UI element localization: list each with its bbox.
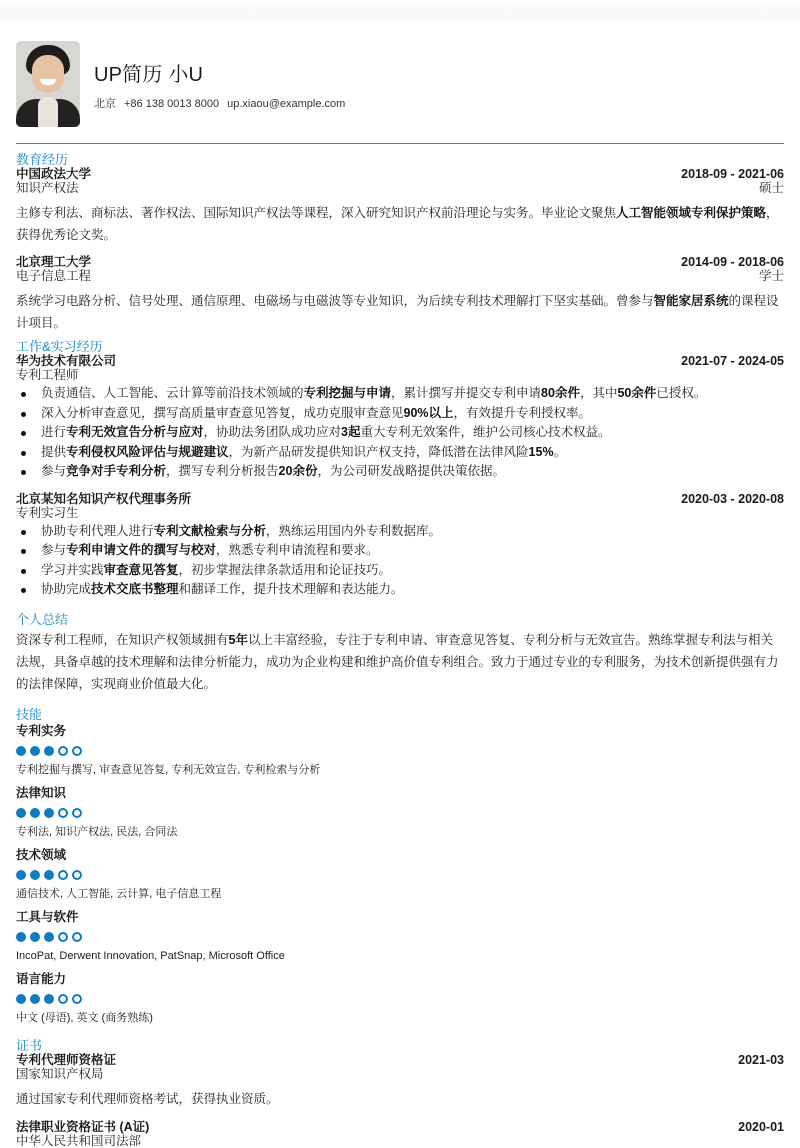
header-info bbox=[94, 58, 353, 111]
skills-list bbox=[16, 724, 784, 1025]
section-title-skills: 技能 bbox=[16, 706, 43, 722]
edu-date: 2014-09 - 2018-06 bbox=[681, 255, 784, 269]
skill-name: 专利实务 bbox=[16, 723, 67, 738]
skill-description: 专利挖掘与撰写, 审查意见答复, 专利无效宣告, 专利检索与分析 bbox=[16, 763, 321, 776]
filled-dot-icon bbox=[44, 808, 54, 818]
filled-dot-icon bbox=[44, 746, 54, 756]
filled-dot-icon bbox=[30, 808, 40, 818]
skill-level-rating bbox=[16, 870, 784, 880]
skill-level-rating bbox=[16, 994, 784, 1004]
skill-item bbox=[16, 724, 784, 777]
bullet-item: 参与竞争对手专利分析，撰写专利分析报告20余份，为公司研发战略提供决策依据。 bbox=[16, 462, 784, 482]
work-entry bbox=[16, 492, 784, 600]
degree: 硕士 bbox=[758, 181, 784, 195]
skill-item bbox=[16, 848, 784, 901]
work-date: 2021-07 - 2024-05 bbox=[681, 354, 784, 368]
filled-dot-icon bbox=[16, 994, 26, 1004]
skill-item bbox=[16, 786, 784, 839]
skill-level-rating bbox=[16, 746, 784, 756]
bullet-item: 深入分析审查意见，撰写高质量审查意见答复，成功克服审查意见90%以上，有效提升专利授权率。 bbox=[16, 404, 784, 424]
filled-dot-icon bbox=[30, 746, 40, 756]
filled-dot-icon bbox=[16, 746, 26, 756]
section-title-work: 工作&实习经历 bbox=[16, 339, 103, 354]
empty-dot-icon bbox=[58, 870, 68, 880]
bullet-item: 负责通信、人工智能、云计算等前沿技术领域的专利挖掘与申请，累计撰写并提交专利申请80余件，其中50余件已授权。 bbox=[16, 384, 784, 404]
work-date: 2020-03 - 2020-08 bbox=[681, 491, 784, 506]
bullet-item: 协助完成技术交底书整理和翻译工作，提升技术理解和表达能力。 bbox=[16, 580, 784, 600]
school-name: 中国政法大学 bbox=[16, 167, 92, 181]
school-name: 北京理工大学 bbox=[16, 255, 92, 269]
certificate-description: 通过国家专利代理师资格考试，获得执业资质。 bbox=[16, 1091, 279, 1106]
filled-dot-icon bbox=[44, 994, 54, 1004]
job-role: 专利工程师 bbox=[16, 368, 79, 382]
major: 知识产权法 bbox=[16, 181, 79, 195]
empty-dot-icon bbox=[58, 932, 68, 942]
contact-phone: +86 138 0013 8000 bbox=[124, 97, 220, 110]
empty-dot-icon bbox=[72, 808, 82, 818]
certificate-name: 专利代理师资格证 bbox=[16, 1052, 117, 1067]
company-name: 华为技术有限公司 bbox=[16, 354, 117, 368]
work-section bbox=[16, 340, 784, 600]
section-title-certificates: 证书 bbox=[16, 1037, 43, 1053]
filled-dot-icon bbox=[16, 932, 26, 942]
work-entry bbox=[16, 354, 784, 482]
skill-description: IncoPat, Derwent Innovation, PatSnap, Microsoft Office bbox=[16, 949, 285, 962]
skill-name: 语言能力 bbox=[16, 971, 67, 986]
empty-dot-icon bbox=[72, 746, 82, 756]
certificate-name: 法律职业资格证书 (A证) bbox=[16, 1119, 150, 1134]
work-bullets bbox=[16, 522, 784, 600]
certificates-section bbox=[16, 1039, 784, 1148]
top-fade bbox=[0, 0, 800, 28]
skill-description: 专利法, 知识产权法, 民法, 合同法 bbox=[16, 825, 178, 838]
resume-header bbox=[16, 40, 784, 128]
skill-description: 中文 (母语), 英文 (商务熟练) bbox=[16, 1011, 153, 1024]
certificate-issuer: 中华人民共和国司法部 bbox=[16, 1133, 142, 1148]
skills-section bbox=[16, 708, 784, 1025]
company-name: 北京某知名知识产权代理事务所 bbox=[16, 491, 192, 506]
skill-name: 工具与软件 bbox=[16, 909, 79, 924]
bullet-item: 参与专利申请文件的撰写与校对，熟悉专利申请流程和要求。 bbox=[16, 541, 784, 561]
summary-section bbox=[16, 613, 784, 695]
major: 电子信息工程 bbox=[16, 269, 92, 283]
section-title-summary: 个人总结 bbox=[16, 611, 69, 627]
section-title-education: 教育经历 bbox=[16, 152, 69, 167]
edu-description: 主修专利法、商标法、著作权法、国际知识产权法等课程，深入研究知识产权前沿理论与实务。毕业论文聚焦人工智能领域专利保护策略，获得优秀论文奖。 bbox=[16, 206, 779, 242]
skill-name: 法律知识 bbox=[16, 785, 67, 800]
bullet-item: 提供专利侵权风险评估与规避建议，为新产品研发提供知识产权支持，降低潜在法律风险15%。 bbox=[16, 443, 784, 463]
filled-dot-icon bbox=[30, 932, 40, 942]
filled-dot-icon bbox=[30, 994, 40, 1004]
skill-description: 通信技术, 人工智能, 云计算, 电子信息工程 bbox=[16, 887, 222, 900]
summary-text: 资深专利工程师，在知识产权领域拥有5年以上丰富经验，专注于专利申请、审查意见答复、专利分析与无效宣告。熟练掌握专利法与相关法规，具备卓越的技术理解和法律分析能力，成功为企业构建和维护高价值专利组合。致力于通过专业的专利服务，为技术创新提供强有力的法律保障，实现商业价值最大化。 bbox=[16, 632, 779, 691]
avatar bbox=[16, 41, 80, 127]
certificate-issuer: 国家知识产权局 bbox=[16, 1066, 104, 1081]
contact-line bbox=[94, 95, 353, 111]
empty-dot-icon bbox=[58, 994, 68, 1004]
empty-dot-icon bbox=[72, 870, 82, 880]
bullet-item: 学习并实践审查意见答复，初步掌握法律条款适用和论证技巧。 bbox=[16, 561, 784, 581]
certificate-date: 2021-03 bbox=[738, 1052, 784, 1067]
education-section bbox=[16, 153, 784, 334]
degree: 学士 bbox=[758, 269, 784, 283]
certificate-entry bbox=[16, 1053, 784, 1110]
certificate-entry bbox=[16, 1120, 784, 1148]
skill-item bbox=[16, 972, 784, 1025]
empty-dot-icon bbox=[72, 994, 82, 1004]
contact-email: up.xiaou@example.com bbox=[227, 97, 346, 110]
bullet-item: 协助专利代理人进行专利文献检索与分析，熟练运用国内外专利数据库。 bbox=[16, 522, 784, 542]
skill-level-rating bbox=[16, 932, 784, 942]
skill-item bbox=[16, 910, 784, 963]
contact-city: 北京 bbox=[94, 97, 116, 110]
empty-dot-icon bbox=[58, 746, 68, 756]
filled-dot-icon bbox=[30, 870, 40, 880]
education-entry bbox=[16, 167, 784, 246]
work-bullets bbox=[16, 384, 784, 482]
filled-dot-icon bbox=[16, 870, 26, 880]
empty-dot-icon bbox=[72, 932, 82, 942]
edu-description: 系统学习电路分析、信号处理、通信原理、电磁场与电磁波等专业知识，为后续专利技术理解打下坚实基础。曾参与智能家居系统的课程设计项目。 bbox=[16, 294, 779, 330]
header-divider bbox=[16, 143, 784, 144]
filled-dot-icon bbox=[16, 808, 26, 818]
edu-date: 2018-09 - 2021-06 bbox=[681, 167, 784, 181]
bullet-item: 进行专利无效宣告分析与应对，协助法务团队成功应对3起重大专利无效案件，维护公司核心技术权益。 bbox=[16, 423, 784, 443]
filled-dot-icon bbox=[44, 870, 54, 880]
candidate-name: UP简历 小U bbox=[94, 63, 204, 86]
job-role: 专利实习生 bbox=[16, 505, 79, 520]
skill-name: 技术领域 bbox=[16, 847, 67, 862]
certificate-date: 2020-01 bbox=[738, 1119, 784, 1134]
resume-page bbox=[16, 40, 784, 1148]
empty-dot-icon bbox=[58, 808, 68, 818]
filled-dot-icon bbox=[44, 932, 54, 942]
education-entry bbox=[16, 255, 784, 334]
skill-level-rating bbox=[16, 808, 784, 818]
